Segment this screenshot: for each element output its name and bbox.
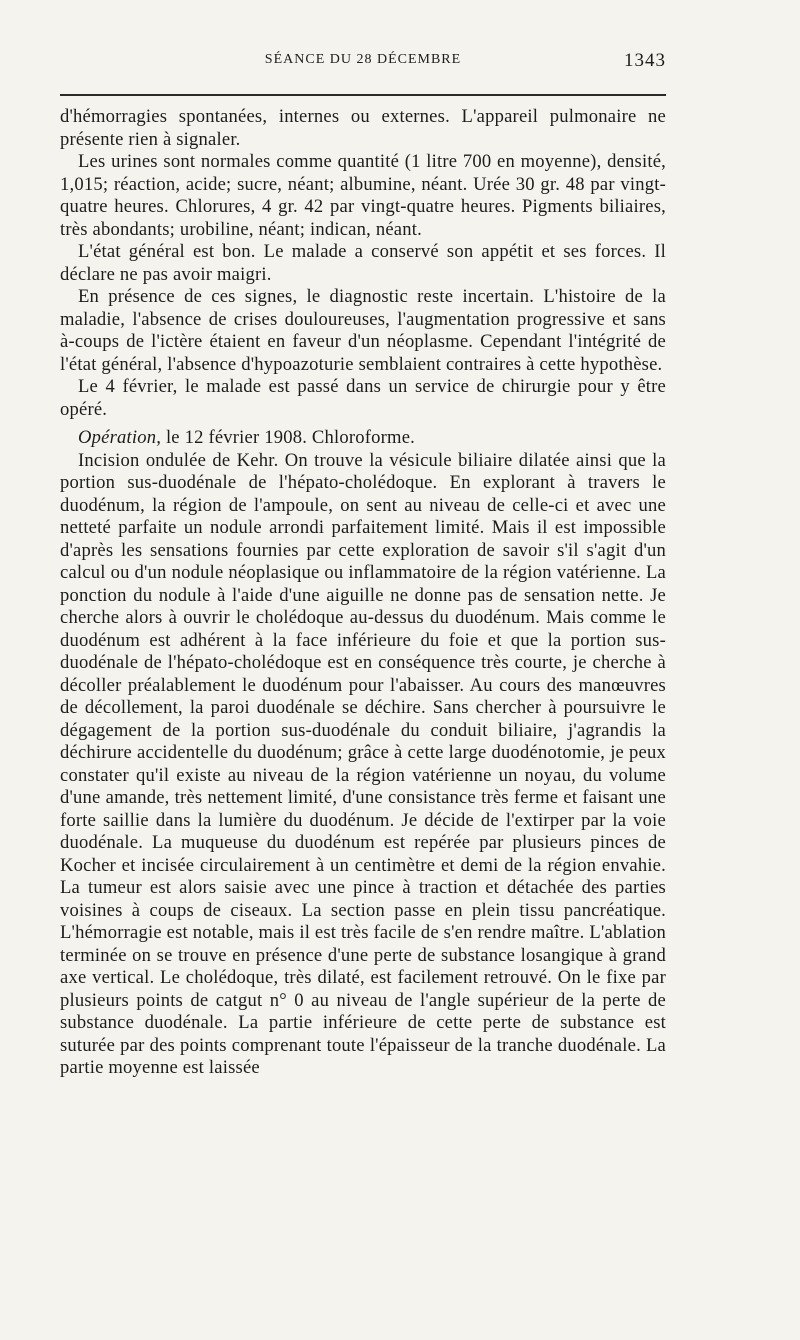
paragraph-5: Le 4 février, le malade est passé dans un service de chirurgie pour y être opéré.	[60, 376, 666, 420]
paragraph-7: Incision ondulée de Kehr. On trouve la vésicule biliaire dilatée ainsi que la portion sus-duodénale de l'hépato-cholédoque. En explorant à travers le duodénum, la région de l'ampoule, on sent au niveau de celle-ci et avec une netteté parfaite un nodule arrondi parfaitement limité. Mais il est impossible d'après les sensations fournies par cette exploration de savoir s'il s'agit d'un calcul ou d'un nodule néoplasique ou inflammatoire de la région vatérienne. La ponction du nodule à l'aide d'une aiguille ne donne pas de sensation nette. Je cherche alors à ouvrir le cholédoque au-dessus du duodénum. Mais comme le duodénum est adhérent à la face inférieure du foie et que la portion sus-duodénale de l'hépato-cholédoque est en conséquence très courte, je cherche à décoller préalablement le duodénum pour l'abaisser. Au cours des manœuvres de décollement, la paroi duodénale se déchire. Sans chercher à poursuivre le dégagement de la portion sus-duodénale du conduit biliaire, j'agrandis la déchirure accidentelle du duodénum; grâce à cette large duodénotomie, je peux constater qu'il existe au niveau de la région vatérienne un noyau, du volume d'une amande, très nettement limité, d'une consistance très ferme et faisant une forte saillie dans la lumière du duodénum. Je décide de l'extirper par la voie duodénale. La muqueuse du duodénum est repérée par plusieurs pinces de Kocher et incisée circulairement à un centimètre et demi de la région envahie. La tumeur est alors saisie avec une pince à traction et détachée des parties voisines à coups de ciseaux. La section passe en plein tissu pancréatique. L'hémorragie est notable, mais il est très facile de s'en rendre maître. L'ablation terminée on se trouve en présence d'une perte de substance losangique à grand axe vertical. Le cholédoque, très dilaté, est facilement retrouvé. On le fixe par plusieurs points de catgut n° 0 au niveau de l'angle supérieur de la perte de substance duodénale. La partie inférieure de cette perte de substance est suturée par des points comprenant toute l'épaisseur de la tranche duodénale. La partie moyenne est laissée	[60, 449, 666, 1078]
paragraph-4: En présence de ces signes, le diagnostic reste incertain. L'histoire de la maladie, l'absence de crises douloureuses, l'augmentation progressive et sans à-coups de l'ictère étaient en faveur d'un néoplasme. Cependant l'intégrité de l'état général, l'absence d'hypoazoturie semblaient contraires à cette hypothèse.	[60, 286, 666, 375]
operation-label: Opération,	[78, 427, 162, 448]
paragraph-operation	[60, 427, 666, 450]
body-text	[60, 106, 666, 1080]
page-number: 1343	[624, 50, 666, 71]
header-rule	[60, 94, 666, 96]
paragraph-1: d'hémorragies spontanées, internes ou externes. L'appareil pulmonaire ne présente rien à signaler.	[60, 106, 666, 150]
operation-date: le 12 février 1908. Chloroforme.	[161, 427, 416, 448]
page-header	[60, 50, 666, 80]
paragraph-3: L'état général est bon. Le malade a conservé son appétit et ses forces. Il déclare ne pas avoir maigri.	[60, 241, 666, 285]
running-head: SÉANCE DU 28 DÉCEMBRE	[264, 52, 462, 67]
paragraph-2: Les urines sont normales comme quantité (1 litre 700 en moyenne), densité, 1,015; réaction, acide; sucre, néant; albumine, néant. Urée 30 gr. 48 par vingt-quatre heures. Chlorures, 4 gr. 42 par vingt-quatre heures. Pigments biliaires, très abondants; urobiline, néant; indican, néant.	[60, 151, 666, 240]
